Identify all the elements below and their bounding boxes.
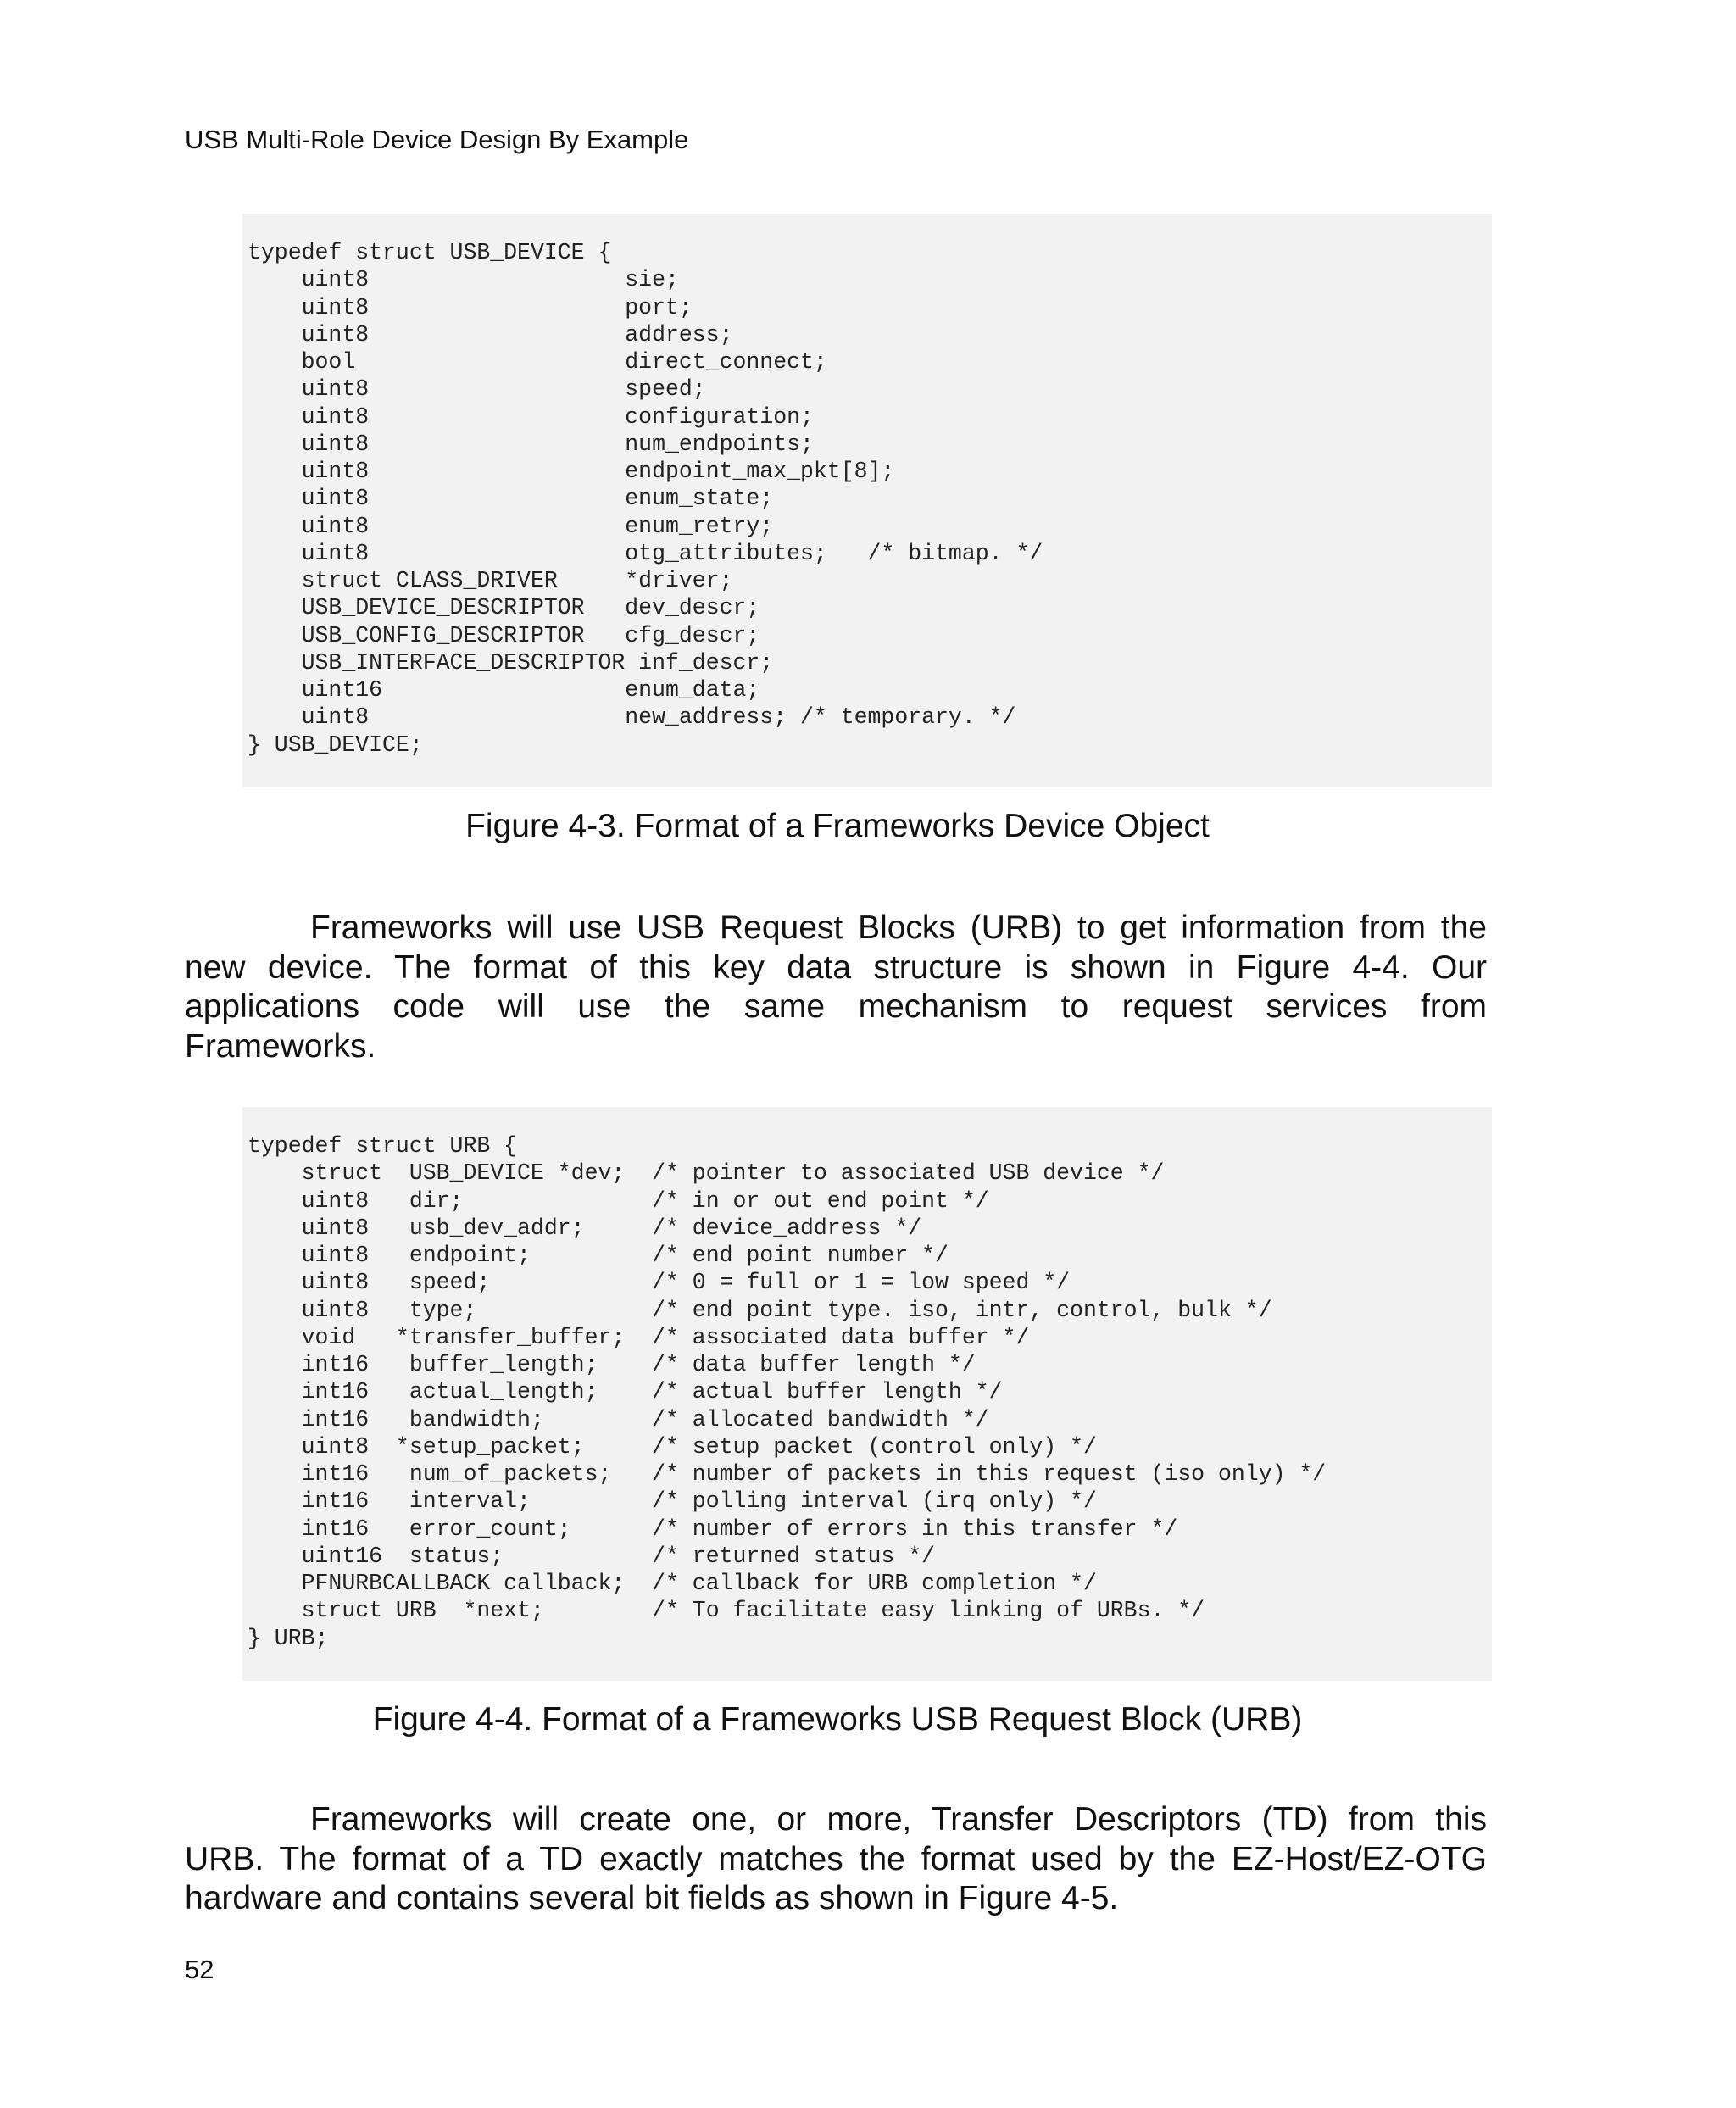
paragraph-line: hardware and contains several bit fields as shown in Figure 4-5.	[185, 1880, 1119, 1916]
code-line: USB_CONFIG_DESCRIPTOR cfg_descr;	[248, 622, 760, 648]
code-line: uint8 speed;	[248, 376, 706, 403]
code-line: uint8 sie;	[248, 267, 679, 293]
code-listing-urb	[242, 1107, 1492, 1681]
code-line: uint8 new_address; /* temporary. */	[248, 704, 1016, 731]
code-listing-usb-device	[242, 214, 1492, 787]
code-line: int16 error_count; /* number of errors in this transfer */	[248, 1516, 1178, 1542]
code-line: uint8 *setup_packet; /* setup packet (control only) */	[248, 1433, 1097, 1460]
code-line: } USB_DEVICE;	[248, 731, 423, 758]
paragraph-line: new device. The format of this key data structure is shown in Figure 4-4. Our	[185, 948, 1487, 986]
code-line: uint8 configuration;	[248, 403, 814, 430]
running-header: USB Multi-Role Device Design By Example	[185, 125, 689, 154]
code-line: USB_DEVICE_DESCRIPTOR dev_descr;	[248, 595, 760, 621]
code-line: int16 bandwidth; /* allocated bandwidth */	[248, 1406, 989, 1432]
code-line: void *transfer_buffer; /* associated data buffer */	[248, 1324, 1030, 1350]
code-line: int16 num_of_packets; /* number of packets in this request (iso only) */	[248, 1461, 1327, 1487]
code-line: uint8 endpoint; /* end point number */	[248, 1243, 949, 1268]
code-line: uint8 enum_state;	[248, 486, 774, 512]
code-line: uint8 dir; /* in or out end point */	[248, 1187, 989, 1214]
code-line: } URB;	[248, 1625, 329, 1651]
code-line: uint8 address;	[248, 321, 733, 348]
code-line: uint8 type; /* end point type. iso, intr, control, bulk */	[248, 1297, 1272, 1323]
paragraph-line: Frameworks will create one, or more, Transfer Descriptors (TD) from this	[310, 1801, 1487, 1838]
code-line: int16 actual_length; /* actual buffer length */	[248, 1379, 1003, 1405]
page-number: 52	[185, 1955, 214, 1984]
paragraph-line: Frameworks will use USB Request Blocks (URB) to get information from the	[310, 909, 1487, 946]
code-line: uint8 enum_retry;	[248, 513, 774, 539]
code-line: uint8 port;	[248, 294, 693, 320]
code-line: uint16 enum_data;	[248, 677, 760, 703]
figure-caption: Figure 4-3. Format of a Frameworks Device Object	[465, 808, 1210, 844]
code-line: PFNURBCALLBACK callback; /* callback for URB completion */	[248, 1571, 1097, 1596]
code-line: struct USB_DEVICE *dev; /* pointer to associated USB device */	[248, 1160, 1165, 1187]
paragraph-line: Frameworks.	[185, 1027, 376, 1065]
code-line: int16 buffer_length; /* data buffer length */	[248, 1352, 976, 1377]
figure-caption: Figure 4-4. Format of a Frameworks USB Request Block (URB)	[372, 1701, 1303, 1738]
code-line: struct URB *next; /* To facilitate easy linking of URBs. */	[248, 1598, 1205, 1624]
code-line: typedef struct USB_DEVICE {	[248, 240, 612, 265]
paragraph-line: URB. The format of a TD exactly matches the format used by the EZ-Host/EZ-OTG	[185, 1840, 1487, 1877]
code-line: uint8 endpoint_max_pkt[8];	[248, 459, 895, 484]
body-paragraph	[185, 1800, 1487, 1919]
code-line: bool direct_connect;	[248, 349, 827, 375]
code-line: struct CLASS_DRIVER *driver;	[248, 568, 733, 593]
paragraph-line: applications code will use the same mechanism to request services from	[185, 988, 1487, 1025]
code-line: uint16 status; /* returned status */	[248, 1543, 936, 1569]
code-line: typedef struct URB {	[248, 1133, 518, 1159]
code-line: uint8 otg_attributes; /* bitmap. */	[248, 540, 1043, 566]
code-line: uint8 speed; /* 0 = full or 1 = low speed */	[248, 1270, 1071, 1296]
body-paragraph	[185, 909, 1487, 1066]
code-line: uint8 num_endpoints;	[248, 431, 814, 457]
code-line: USB_INTERFACE_DESCRIPTOR inf_descr;	[248, 649, 774, 676]
code-line: int16 interval; /* polling interval (irq only) */	[248, 1488, 1097, 1515]
code-line: uint8 usb_dev_addr; /* device_address */	[248, 1215, 922, 1241]
